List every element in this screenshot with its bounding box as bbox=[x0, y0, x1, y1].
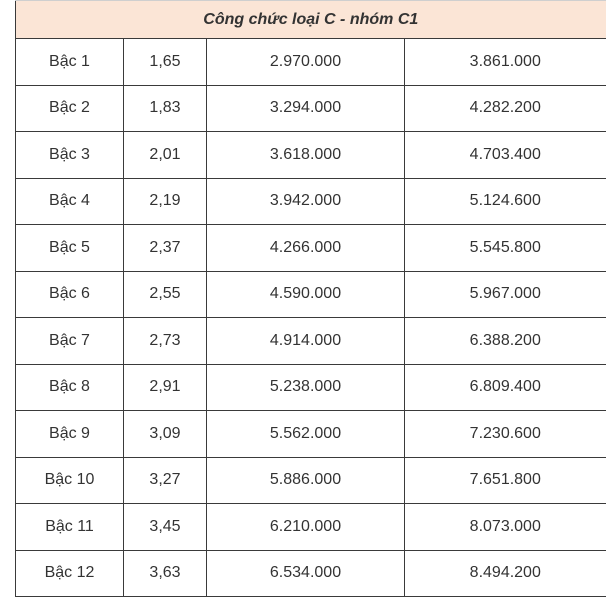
coefficient-cell: 3,27 bbox=[124, 457, 207, 504]
table-row bbox=[16, 225, 606, 272]
salary-cell: 3.942.000 bbox=[207, 178, 405, 225]
rank-cell: Bậc 1 bbox=[16, 39, 124, 86]
new-salary-cell: 6.809.400 bbox=[405, 364, 606, 411]
rank-cell: Bậc 3 bbox=[16, 132, 124, 179]
table-row bbox=[16, 85, 606, 132]
coefficient-cell: 2,73 bbox=[124, 318, 207, 365]
rank-cell: Bậc 11 bbox=[16, 504, 124, 551]
rank-cell: Bậc 5 bbox=[16, 225, 124, 272]
coefficient-cell: 2,01 bbox=[124, 132, 207, 179]
table-row bbox=[16, 364, 606, 411]
rank-cell: Bậc 4 bbox=[16, 178, 124, 225]
table-row bbox=[16, 550, 606, 597]
new-salary-cell: 8.073.000 bbox=[405, 504, 606, 551]
new-salary-cell: 5.545.800 bbox=[405, 225, 606, 272]
salary-table bbox=[15, 0, 606, 597]
salary-cell: 3.294.000 bbox=[207, 85, 405, 132]
table-row bbox=[16, 178, 606, 225]
new-salary-cell: 3.861.000 bbox=[405, 39, 606, 86]
table-header-row bbox=[16, 1, 606, 39]
salary-cell: 5.562.000 bbox=[207, 411, 405, 458]
new-salary-cell: 5.967.000 bbox=[405, 271, 606, 318]
salary-cell: 3.618.000 bbox=[207, 132, 405, 179]
rank-cell: Bậc 8 bbox=[16, 364, 124, 411]
salary-cell: 4.914.000 bbox=[207, 318, 405, 365]
rank-cell: Bậc 2 bbox=[16, 85, 124, 132]
salary-table-body bbox=[16, 1, 606, 597]
new-salary-cell: 7.651.800 bbox=[405, 457, 606, 504]
salary-cell: 5.886.000 bbox=[207, 457, 405, 504]
new-salary-cell: 4.703.400 bbox=[405, 132, 606, 179]
new-salary-cell: 6.388.200 bbox=[405, 318, 606, 365]
table-row bbox=[16, 457, 606, 504]
rank-cell: Bậc 10 bbox=[16, 457, 124, 504]
rank-cell: Bậc 6 bbox=[16, 271, 124, 318]
salary-cell: 4.590.000 bbox=[207, 271, 405, 318]
rank-cell: Bậc 9 bbox=[16, 411, 124, 458]
rank-cell: Bậc 12 bbox=[16, 550, 124, 597]
table-row bbox=[16, 318, 606, 365]
coefficient-cell: 2,91 bbox=[124, 364, 207, 411]
table-title: Công chức loại C - nhóm C1 bbox=[16, 1, 606, 39]
new-salary-cell: 5.124.600 bbox=[405, 178, 606, 225]
table-row bbox=[16, 411, 606, 458]
salary-cell: 4.266.000 bbox=[207, 225, 405, 272]
coefficient-cell: 2,37 bbox=[124, 225, 207, 272]
salary-cell: 5.238.000 bbox=[207, 364, 405, 411]
coefficient-cell: 2,19 bbox=[124, 178, 207, 225]
coefficient-cell: 3,45 bbox=[124, 504, 207, 551]
salary-cell: 6.210.000 bbox=[207, 504, 405, 551]
new-salary-cell: 7.230.600 bbox=[405, 411, 606, 458]
salary-cell: 2.970.000 bbox=[207, 39, 405, 86]
salary-cell: 6.534.000 bbox=[207, 550, 405, 597]
new-salary-cell: 8.494.200 bbox=[405, 550, 606, 597]
coefficient-cell: 1,65 bbox=[124, 39, 207, 86]
coefficient-cell: 1,83 bbox=[124, 85, 207, 132]
new-salary-cell: 4.282.200 bbox=[405, 85, 606, 132]
coefficient-cell: 3,63 bbox=[124, 550, 207, 597]
coefficient-cell: 3,09 bbox=[124, 411, 207, 458]
table-row bbox=[16, 271, 606, 318]
table-row bbox=[16, 504, 606, 551]
rank-cell: Bậc 7 bbox=[16, 318, 124, 365]
table-row bbox=[16, 39, 606, 86]
coefficient-cell: 2,55 bbox=[124, 271, 207, 318]
table-row bbox=[16, 132, 606, 179]
